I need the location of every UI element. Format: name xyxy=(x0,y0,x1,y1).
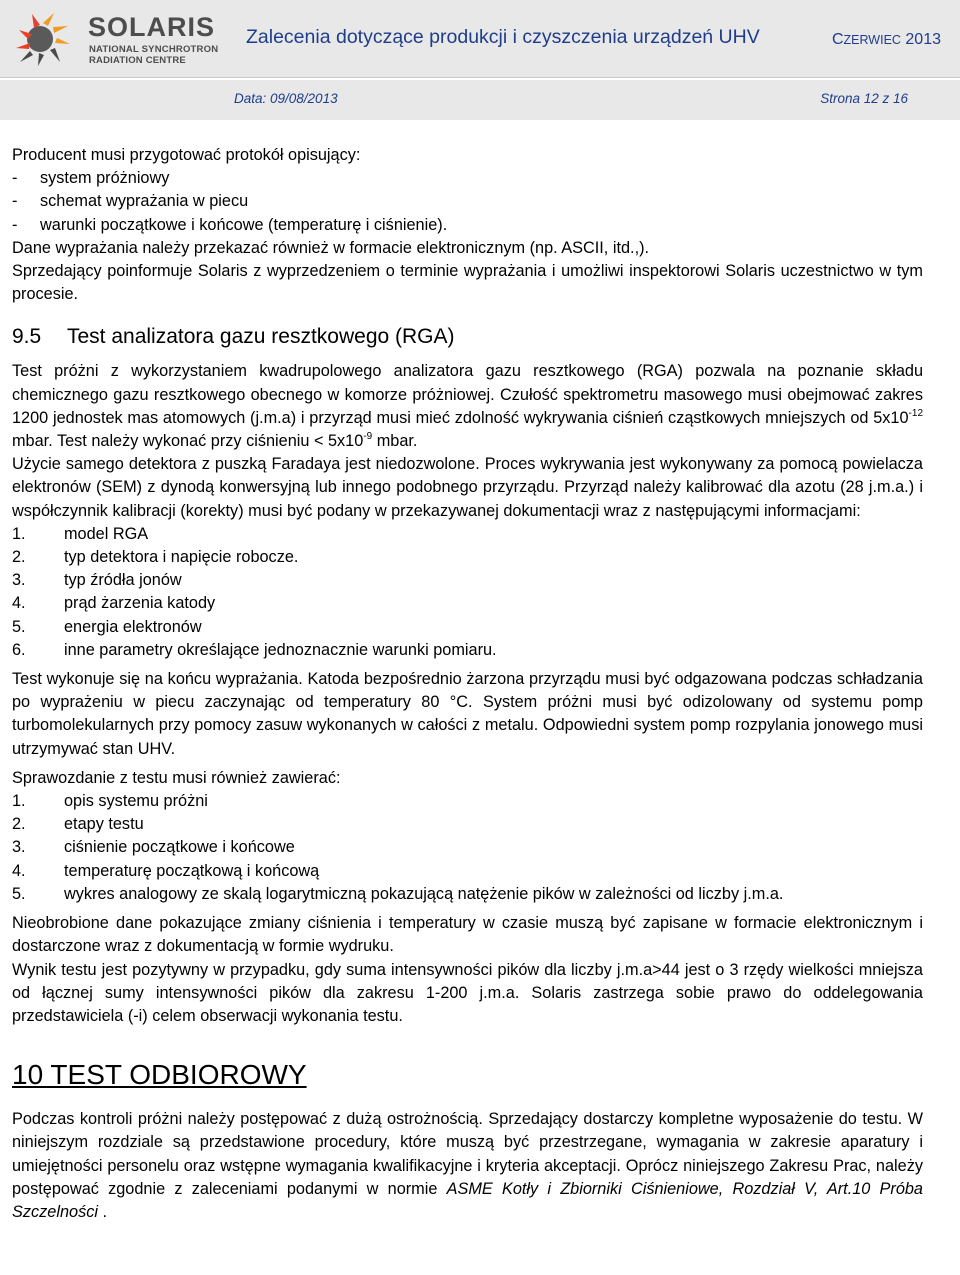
paragraph-raw-data: Nieobrobione dane pokazujące zmiany ciśnienia i temperatury w czasie muszą być zapisane w formacie elektronicznym i dostarczone wraz z dokumentacją w formie wydruku. xyxy=(12,914,923,956)
paragraph-detector: Użycie samego detektora z puszką Faradaya jest niedozwolone. Proces wykrywania jest wykonywany za pomocą powielacza elektronów (SEM) z dynodą konwersyjną lub innego podobnego przyrządu. Przyrząd należy kalibrować dla azotu (28 j.m.a.) i współczynnik kalibracji (korekty) musi być podany w przekazywanej dokumentacji wraz z następującymi informacjami: xyxy=(12,455,923,520)
document-date: Data: 09/08/2013 xyxy=(234,91,338,106)
logo-subtitle xyxy=(89,44,229,66)
list-number: 4. xyxy=(12,594,26,613)
section-number: 9.5 xyxy=(12,325,42,349)
document-body xyxy=(12,144,923,1224)
list-text: energia elektronów xyxy=(64,617,202,636)
list-item xyxy=(12,813,923,836)
list-text: etapy testu xyxy=(64,815,144,834)
list-number: 2. xyxy=(12,815,26,834)
page-header xyxy=(0,0,960,120)
document-month-year xyxy=(832,31,941,49)
list-text: typ detektora i napięcie robocze. xyxy=(64,548,299,567)
paragraph-test-procedure: Test wykonuje się na końcu wyprażania. Katoda bezpośrednio żarzona przyrządu musi być odgazowana podczas schładzania po wyprażeniu w piecu zaczynając od temperatury 80 °C. System próżni musi być odizolowany od systemu pomp turbomolekularnych przy pomocy zasuw wykonanych w całości z metalu. Odpowiedni system pomp rozpylania jonowego musi utrzymywać stan UHV. xyxy=(12,670,923,758)
list-item xyxy=(12,883,923,906)
report-contents-list xyxy=(12,790,923,906)
list-item xyxy=(12,569,923,592)
paragraph-text: Test próżni z wykorzystaniem kwadrupolowego analizatora gazu resztkowego (RGA) pozwala na poznanie składu chemicznego gazu resztkowego obecnego w komorze próżniowej. Czułość spektrometru masowego musi obejmować zakres 1200 jednostek mas atomowych (j.m.a) i przyrząd musi mieć zdolność wykrywania ciśnień cząstkowych mniejszych od 5x10 xyxy=(12,362,923,427)
list-text: inne parametry określające jednoznacznie warunki pomiaru. xyxy=(64,640,497,659)
list-item xyxy=(12,639,923,662)
list-text: prąd żarzenia katody xyxy=(64,594,216,613)
list-number: 1. xyxy=(12,792,26,811)
rga-info-list xyxy=(12,523,923,662)
list-number: 3. xyxy=(12,571,26,590)
paragraph-seller: Sprzedający poinformuje Solaris z wyprzedzeniem o terminie wyprażania i umożliwi inspektorowi Solaris uczestnictwo w tym procesie. xyxy=(12,262,923,304)
section-heading-10: 10 TEST ODBIOROWY xyxy=(12,1059,307,1091)
list-number: 2. xyxy=(12,548,26,567)
section-heading-9-5 xyxy=(12,324,923,350)
bullet-mark: - xyxy=(12,169,18,188)
list-item xyxy=(12,592,923,615)
paragraph-text: mbar. xyxy=(372,432,418,451)
section-title: Test analizatora gazu resztkowego (RGA) xyxy=(67,325,455,349)
list-item xyxy=(12,167,923,190)
paragraph-ascii: Dane wyprażania należy przekazać również w formacie elektronicznym (np. ASCII, itd.,). xyxy=(12,238,650,257)
list-text: wykres analogowy ze skalą logarytmiczną pokazującą natężenie pików w zależności od liczby j.m.a. xyxy=(64,884,784,903)
exponent: -12 xyxy=(908,407,923,419)
paragraph-test-result: Wynik testu jest pozytywny w przypadku, gdy suma intensywności pików dla liczby j.m.a>44 jest o 3 rzędy wielkości mniejsza od łącznej sumy intensywności pików dla zakresu 1-200 j.m.a. Solaris zastrzega sobie prawo do oddelegowania przedstawiciela (-i) celem obserwacji wykonania testu. xyxy=(12,960,923,1025)
month-rest: ZERWIEC xyxy=(843,33,901,47)
paragraph-text: . xyxy=(97,1202,108,1221)
exponent: -9 xyxy=(363,431,373,443)
list-number: 6. xyxy=(12,640,26,659)
paragraph-text: mbar. Test należy wykonać przy ciśnieniu < 5x10 xyxy=(12,432,364,451)
list-text: temperaturę początkową i końcową xyxy=(64,861,320,880)
standard-reference: ASME Kotły i Zbiorniki Ciśnieniowe, Rozdział V, Art.10 Próba Szczelności xyxy=(12,1179,923,1221)
list-item xyxy=(12,523,923,546)
bullet-text: system próżniowy xyxy=(40,169,170,188)
logo-subtitle-line1: NATIONAL SYNCHROTRON xyxy=(89,44,219,55)
logo-wordmark: SOLARIS xyxy=(88,12,216,42)
bullet-text: schemat wyprażania w piecu xyxy=(40,192,249,211)
header-top-band xyxy=(0,0,960,78)
paragraph-text: Podczas kontroli próżni należy postępować z dużą ostrożnością. Sprzedający dostarczy kompletne wyposażenie do testu. W niniejszym rozdziale są przedstawione procedury, które muszą być przestrzegane, wymagania w zakresie aparatury i umiejętności personelu oraz wstępne wymagania kwalifikacyjne i kryteria akceptacji. Oprócz niniejszego Zakresu Prac, należy postępować zgodnie z zaleceniami podanymi w normie xyxy=(12,1110,923,1198)
list-text: ciśnienie początkowe i końcowe xyxy=(64,838,295,857)
list-item xyxy=(12,190,923,213)
header-bottom-band xyxy=(0,78,960,120)
month-initial: C xyxy=(831,31,844,48)
solaris-sun-icon xyxy=(10,8,78,68)
list-item xyxy=(12,836,923,859)
document-title: Zalecenia dotyczące produkcji i czyszczenia urządzeń UHV xyxy=(246,26,760,48)
bullet-mark: - xyxy=(12,215,18,234)
list-item xyxy=(12,546,923,569)
logo-subtitle-line2: RADIATION CENTRE xyxy=(89,55,186,66)
list-number: 1. xyxy=(12,524,26,543)
intro-bullet-list xyxy=(12,167,923,237)
intro-lead: Producent musi przygotować protokół opisujący: xyxy=(12,146,361,164)
list-number: 3. xyxy=(12,838,26,857)
list-item xyxy=(12,214,923,237)
paragraph-acceptance-test xyxy=(12,1108,923,1224)
paragraph-rga-intro xyxy=(12,360,923,453)
list-text: typ źródła jonów xyxy=(64,571,182,590)
list-item xyxy=(12,790,923,813)
list-number: 4. xyxy=(12,861,26,880)
list-number: 5. xyxy=(12,617,26,636)
list-text: opis systemu próżni xyxy=(64,792,208,811)
paragraph-report-lead: Sprawozdanie z testu musi również zawierać: xyxy=(12,768,341,787)
page-number: Strona 12 z 16 xyxy=(820,91,908,106)
list-item xyxy=(12,616,923,639)
bullet-mark: - xyxy=(12,192,18,211)
year: 2013 xyxy=(905,31,941,48)
list-item xyxy=(12,860,923,883)
solaris-logo xyxy=(10,6,220,70)
list-text: model RGA xyxy=(64,524,149,543)
bullet-text: warunki początkowe i końcowe (temperaturę i ciśnienie). xyxy=(40,215,448,234)
list-number: 5. xyxy=(12,884,26,903)
